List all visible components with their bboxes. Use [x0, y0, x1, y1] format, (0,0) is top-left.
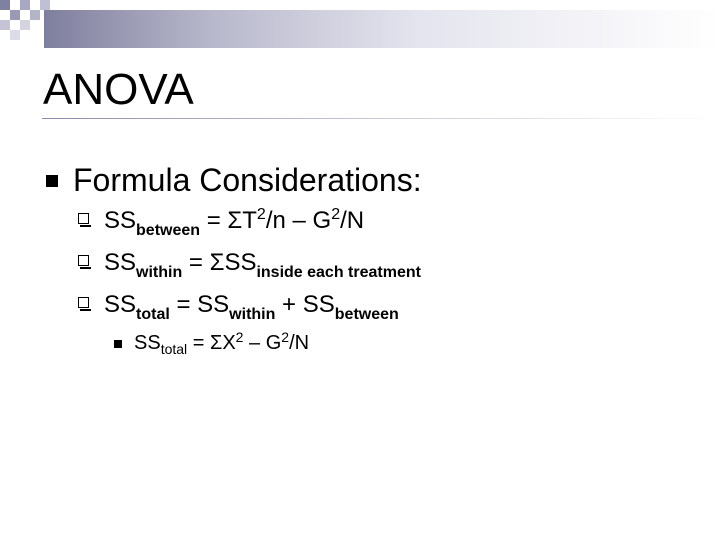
bullet-text: Formula Considerations:	[73, 162, 422, 198]
hollow-square-bullet-icon	[78, 255, 89, 266]
formula-text: $SS_{between} = \Sigma T^2/n - G^2/N$	[104, 206, 365, 239]
hollow-square-bullet-icon	[78, 297, 89, 308]
small-square-bullet-icon	[114, 340, 122, 348]
formula-text: $SS_{within} = \Sigma SS_{inside each treatment}$	[104, 249, 421, 281]
slide-title: ANOVA	[43, 65, 194, 114]
hollow-square-bullet-icon	[78, 213, 89, 224]
formula-text: $SS_{total} = SS_{within} + SS_{between}$	[104, 291, 399, 323]
header-band	[44, 10, 720, 48]
square-bullet-icon	[46, 175, 58, 187]
title-divider	[42, 118, 720, 119]
formula-text: $SS_{total} = \Sigma X^2 - G^2/N$	[134, 329, 310, 357]
